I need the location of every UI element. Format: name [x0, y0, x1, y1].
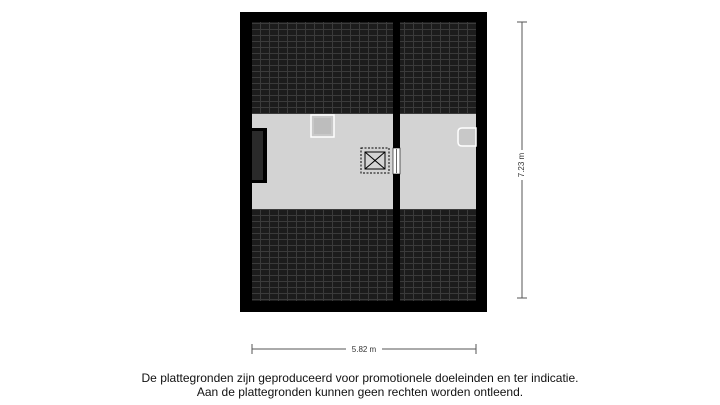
attic-hatch: [361, 148, 389, 173]
roof-tiles-top-right: [400, 22, 476, 114]
disclaimer-line-2: Aan de plattegronden kunnen geen rechten worden ontleend.: [196, 385, 524, 399]
disclaimer-line-1: De plattegronden zijn geproduceerd voor promotionele doeleinden en ter indicatie.: [141, 371, 579, 385]
skylight-window-pane: [314, 118, 331, 134]
width-dimension-label: 5.82 m: [351, 345, 377, 354]
roof-tiles-top-left: [252, 22, 393, 114]
chimney-inner: [252, 131, 263, 180]
height-dimension-label: 7.23 m: [517, 152, 527, 178]
wall-radiator: [458, 128, 476, 146]
roof-tiles-bottom-left: [252, 209, 393, 301]
roof-tiles-bottom-right: [400, 209, 476, 301]
door-opening: [393, 148, 400, 174]
